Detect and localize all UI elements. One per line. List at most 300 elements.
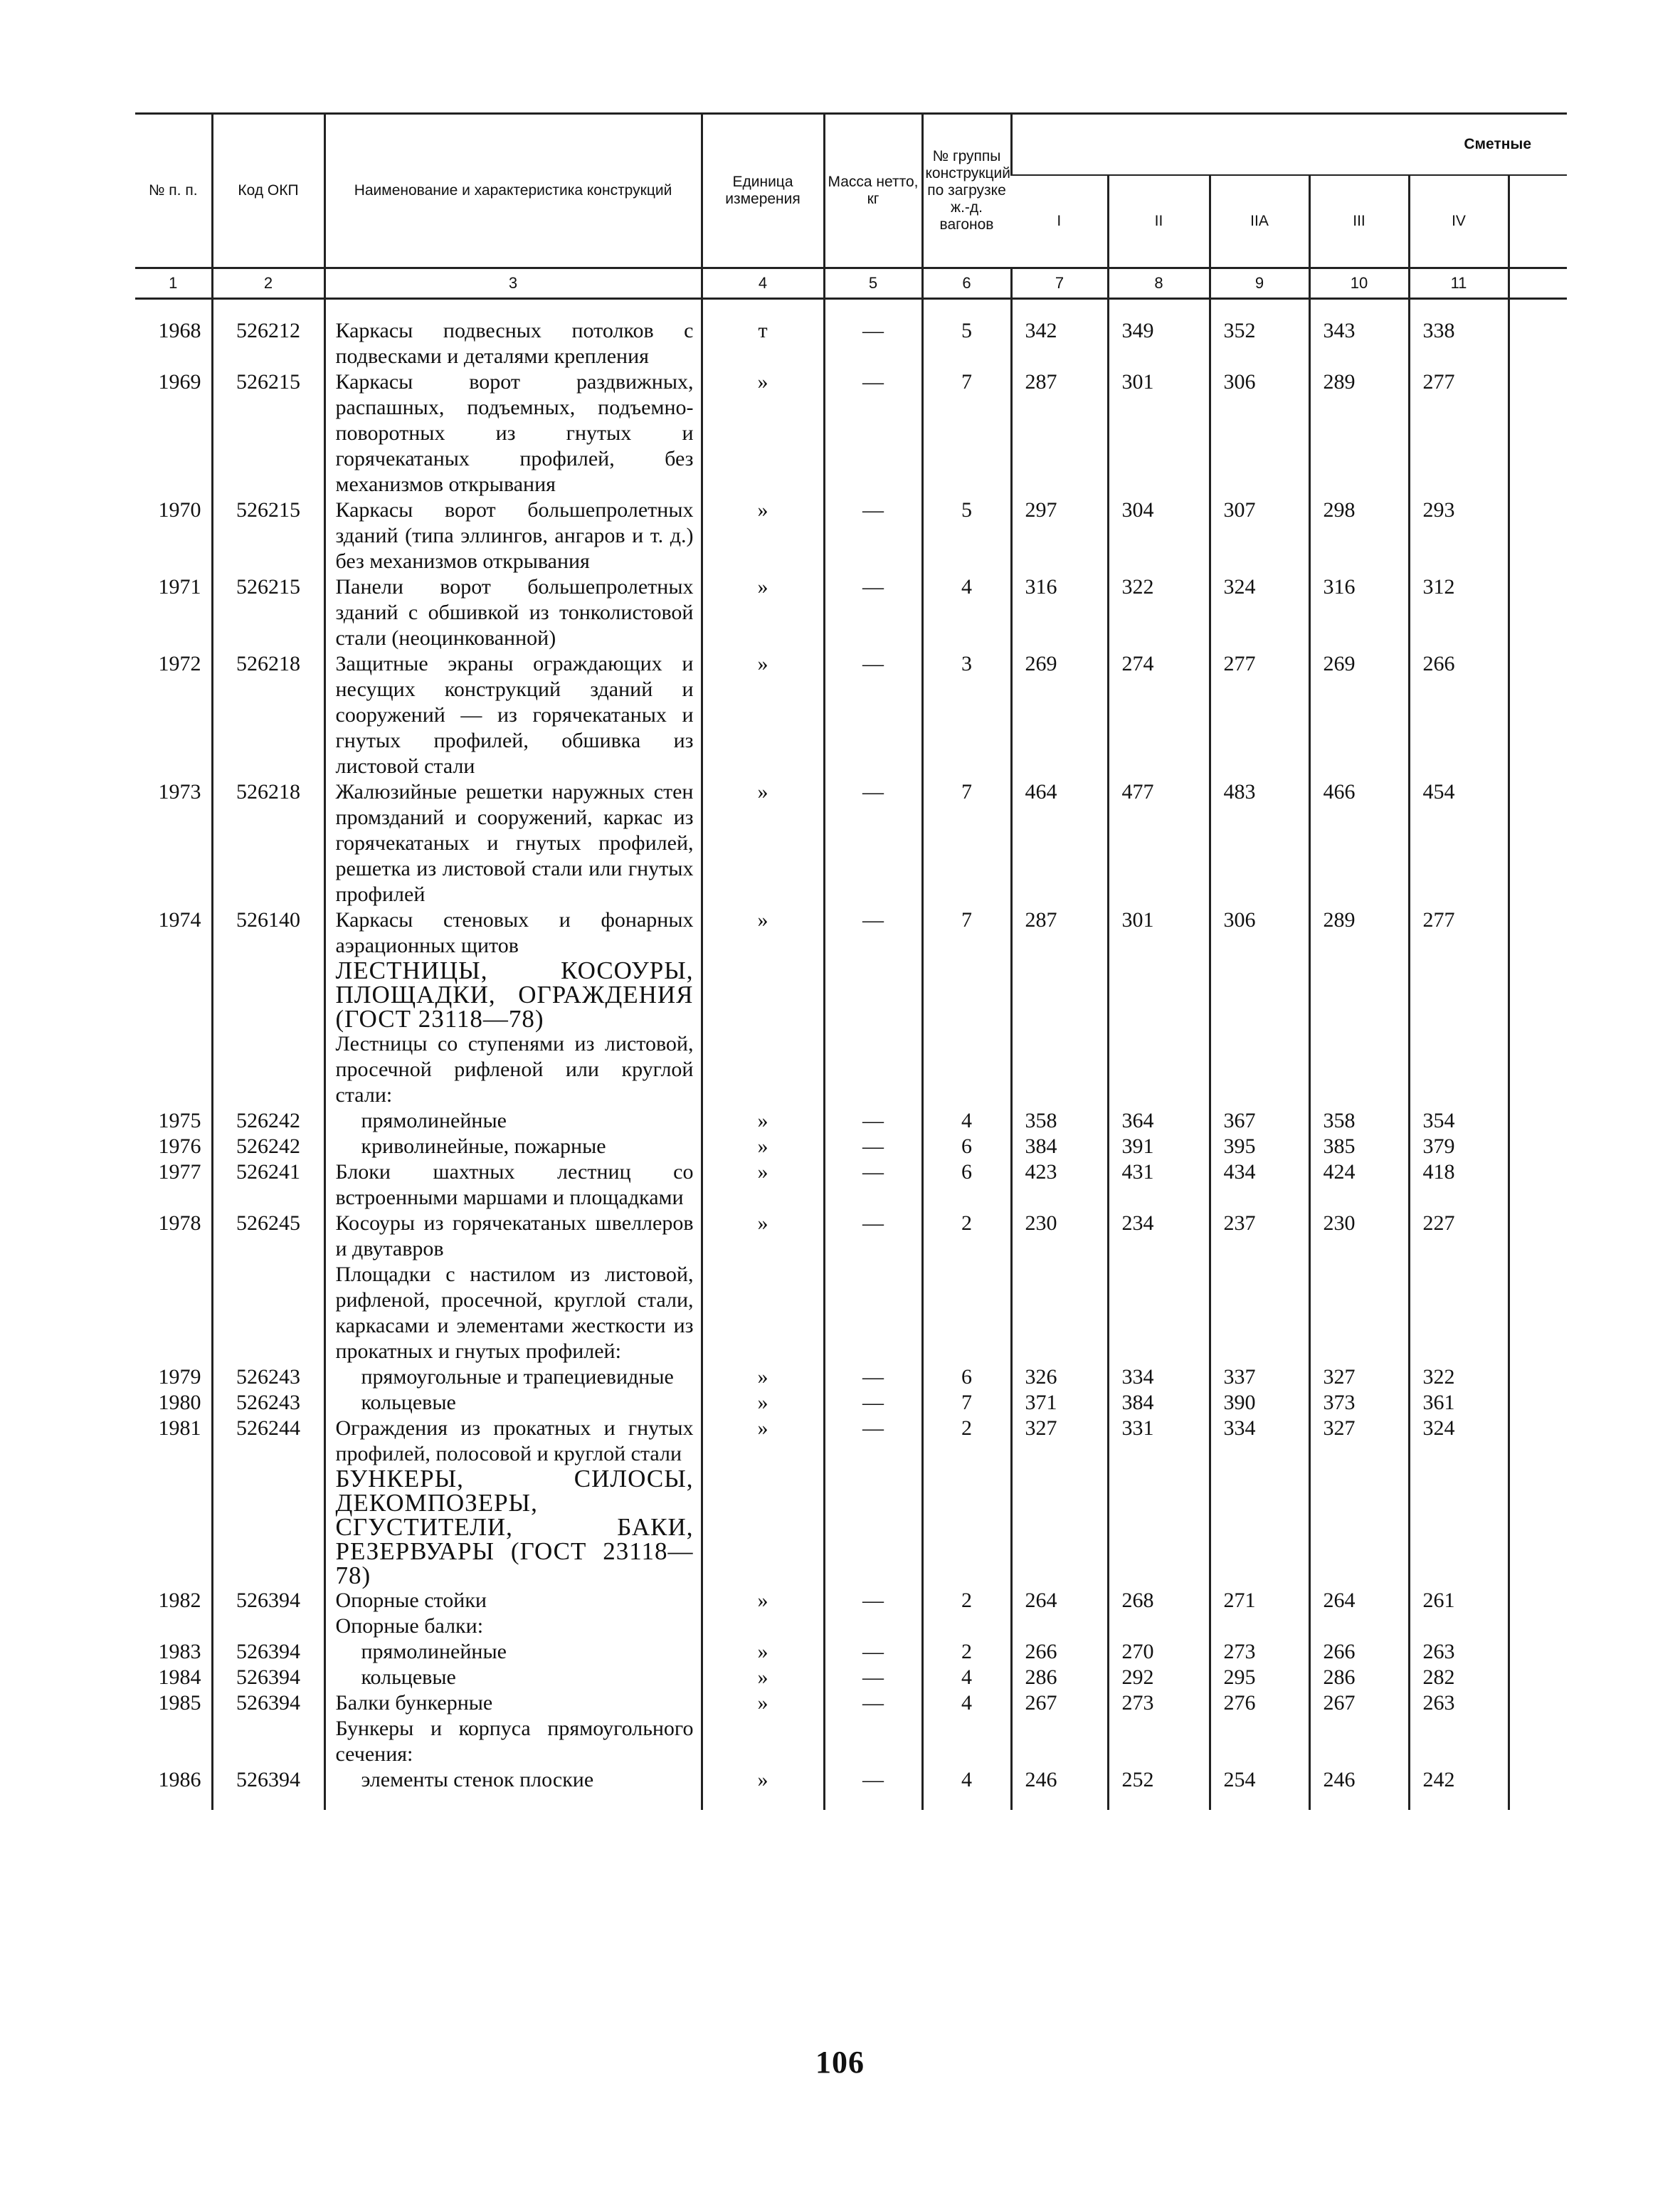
price-value: 324 bbox=[1210, 574, 1309, 651]
unit-cell bbox=[702, 1031, 824, 1108]
section-heading: ЛЕСТНИЦЫ, КОСОУРЫ, ПЛОЩАДКИ, ОГРАЖДЕНИЯ (ГОСТ 23118—78) bbox=[335, 957, 694, 1033]
empty-cell bbox=[1509, 959, 1567, 1031]
row-number: 1983 bbox=[158, 1640, 201, 1663]
okp-code: 526242 bbox=[212, 1134, 324, 1159]
bottom-cell bbox=[702, 1793, 824, 1810]
price-value bbox=[1011, 1467, 1108, 1588]
wagon-group-cell: 2 bbox=[922, 1588, 1011, 1613]
price-value bbox=[1309, 1031, 1409, 1108]
price-value: 327 bbox=[1309, 1416, 1409, 1467]
spacer-cell bbox=[1409, 299, 1509, 319]
wagon-group-cell: 6 bbox=[922, 1159, 1011, 1211]
price-value: 367 bbox=[1210, 1108, 1309, 1134]
price-value: 312 bbox=[1409, 574, 1509, 651]
empty-cell bbox=[1509, 1767, 1567, 1793]
bottom-cell bbox=[1011, 1793, 1108, 1810]
mass-cell: — bbox=[824, 1211, 922, 1262]
bottom-cell bbox=[824, 1793, 922, 1810]
unit-cell: » bbox=[702, 1108, 824, 1134]
okp-code: 526241 bbox=[212, 1159, 324, 1211]
spacer-cell bbox=[324, 299, 702, 319]
header-code: Код ОКП bbox=[212, 114, 324, 268]
okp-code: 526242 bbox=[212, 1108, 324, 1134]
row-name: Косоуры из горячекатаных швеллеров и двутавров bbox=[324, 1211, 702, 1262]
row-name bbox=[324, 1108, 702, 1134]
table-row bbox=[135, 1416, 1567, 1467]
price-value: 268 bbox=[1108, 1588, 1210, 1613]
empty-cell bbox=[1509, 1690, 1567, 1716]
price-value bbox=[1409, 1262, 1509, 1364]
table-row bbox=[135, 1364, 1567, 1390]
header-mass: Масса нетто, кг bbox=[824, 114, 922, 268]
unit-cell: » bbox=[702, 1767, 824, 1793]
price-value bbox=[1409, 1031, 1509, 1108]
price-value: 246 bbox=[1011, 1767, 1108, 1793]
empty-cell bbox=[1509, 1262, 1567, 1364]
row-number: 1981 bbox=[158, 1416, 201, 1440]
header-price-col: IIА bbox=[1210, 175, 1309, 268]
column-number: 5 bbox=[824, 268, 922, 299]
empty-cell bbox=[1509, 1108, 1567, 1134]
table-row bbox=[135, 1767, 1567, 1793]
price-value: 379 bbox=[1409, 1134, 1509, 1159]
price-value: 483 bbox=[1210, 779, 1309, 907]
mass-cell: — bbox=[824, 1390, 922, 1416]
unit-cell bbox=[702, 1467, 824, 1588]
okp-code: 526243 bbox=[212, 1364, 324, 1390]
price-value: 293 bbox=[1409, 497, 1509, 574]
price-value: 287 bbox=[1011, 907, 1108, 959]
price-table bbox=[135, 112, 1567, 1810]
empty-cell bbox=[1509, 1390, 1567, 1416]
price-value: 266 bbox=[1409, 651, 1509, 779]
unit-cell: » bbox=[702, 1639, 824, 1665]
group-note: Лестницы со ступенями из листовой, просечной рифленой или круглой стали: bbox=[324, 1031, 702, 1108]
bottom-cell bbox=[212, 1793, 324, 1810]
group-note: Опорные балки: bbox=[324, 1613, 702, 1639]
table-row bbox=[135, 1690, 1567, 1716]
bottom-cell bbox=[1108, 1793, 1210, 1810]
price-value: 423 bbox=[1011, 1159, 1108, 1211]
price-value: 282 bbox=[1409, 1665, 1509, 1690]
empty-cell bbox=[1509, 1665, 1567, 1690]
okp-code: 526218 bbox=[212, 779, 324, 907]
header-price-col: III bbox=[1309, 175, 1409, 268]
table-row bbox=[135, 779, 1567, 907]
bottom-cell bbox=[1210, 1793, 1309, 1810]
header-price-group: Сметные bbox=[1011, 114, 1567, 176]
price-value: 295 bbox=[1210, 1665, 1309, 1690]
price-value: 264 bbox=[1309, 1588, 1409, 1613]
price-value: 246 bbox=[1309, 1767, 1409, 1793]
price-value: 343 bbox=[1309, 318, 1409, 369]
row-name: Каркасы стеновых и фонарных аэрационных щитов bbox=[324, 907, 702, 959]
table-bottom bbox=[135, 1793, 1567, 1810]
bottom-cell bbox=[135, 1793, 212, 1810]
sub-item-name: прямолинейные bbox=[361, 1640, 507, 1663]
price-value bbox=[1409, 959, 1509, 1031]
unit-cell: » bbox=[702, 1690, 824, 1716]
table-body bbox=[135, 318, 1567, 1810]
price-value: 354 bbox=[1409, 1108, 1509, 1134]
mass-cell: — bbox=[824, 1108, 922, 1134]
wagon-group-cell bbox=[922, 1262, 1011, 1364]
price-value: 267 bbox=[1011, 1690, 1108, 1716]
price-value bbox=[1108, 1262, 1210, 1364]
spacer-cell bbox=[1210, 299, 1309, 319]
price-value bbox=[1210, 1031, 1309, 1108]
mass-cell: — bbox=[824, 779, 922, 907]
empty-cell bbox=[1509, 574, 1567, 651]
table-row bbox=[135, 574, 1567, 651]
price-value: 306 bbox=[1210, 907, 1309, 959]
table-row bbox=[135, 1467, 1567, 1588]
price-value: 334 bbox=[1108, 1364, 1210, 1390]
mass-cell: — bbox=[824, 1767, 922, 1793]
price-value: 273 bbox=[1210, 1639, 1309, 1665]
unit-cell bbox=[702, 959, 824, 1031]
price-value: 331 bbox=[1108, 1416, 1210, 1467]
row-name: Панели ворот большепролетных зданий с обшивкой из тонколистовой стали (неоцинкованной) bbox=[324, 574, 702, 651]
header-price-col: IV bbox=[1409, 175, 1509, 268]
price-value: 324 bbox=[1409, 1416, 1509, 1467]
okp-code bbox=[212, 959, 324, 1031]
mass-cell: — bbox=[824, 1159, 922, 1211]
wagon-group-cell: 7 bbox=[922, 1390, 1011, 1416]
price-value: 434 bbox=[1210, 1159, 1309, 1211]
row-number: 1970 bbox=[158, 498, 201, 522]
column-number: 1 bbox=[135, 268, 212, 299]
mass-cell bbox=[824, 1716, 922, 1767]
row-name: Каркасы ворот большепролетных зданий (типа эллингов, ангаров и т. д.) без механизмов открывания bbox=[324, 497, 702, 574]
unit-cell: » bbox=[702, 1390, 824, 1416]
empty-cell bbox=[1509, 1211, 1567, 1262]
price-value: 297 bbox=[1011, 497, 1108, 574]
row-name bbox=[324, 1767, 702, 1793]
page-number: 106 bbox=[815, 2045, 865, 2080]
table-row bbox=[135, 1262, 1567, 1364]
price-value: 277 bbox=[1210, 651, 1309, 779]
mass-cell: — bbox=[824, 1665, 922, 1690]
row-number bbox=[135, 1467, 212, 1588]
table-row bbox=[135, 907, 1567, 959]
mass-cell: — bbox=[824, 574, 922, 651]
column-number: 3 bbox=[324, 268, 702, 299]
price-value bbox=[1210, 1467, 1309, 1588]
okp-code: 526394 bbox=[212, 1690, 324, 1716]
unit-cell: » bbox=[702, 907, 824, 959]
row-number: 1976 bbox=[158, 1134, 201, 1158]
empty-cell bbox=[1509, 1416, 1567, 1467]
price-value: 358 bbox=[1011, 1108, 1108, 1134]
row-number: 1973 bbox=[158, 780, 201, 804]
bottom-cell bbox=[1309, 1793, 1409, 1810]
wagon-group-cell: 2 bbox=[922, 1639, 1011, 1665]
sub-item-name: прямолинейные bbox=[361, 1109, 507, 1132]
price-value: 349 bbox=[1108, 318, 1210, 369]
wagon-group-cell: 7 bbox=[922, 779, 1011, 907]
wagon-group-cell bbox=[922, 1613, 1011, 1639]
okp-code bbox=[212, 1262, 324, 1364]
mass-cell: — bbox=[824, 369, 922, 497]
wagon-group-cell: 7 bbox=[922, 907, 1011, 959]
price-value: 364 bbox=[1108, 1108, 1210, 1134]
mass-cell: — bbox=[824, 1690, 922, 1716]
mass-cell bbox=[824, 1467, 922, 1588]
bottom-cell bbox=[1409, 1793, 1509, 1810]
okp-code: 526394 bbox=[212, 1767, 324, 1793]
mass-cell bbox=[824, 1031, 922, 1108]
row-number bbox=[135, 1613, 212, 1639]
row-number bbox=[135, 1262, 212, 1364]
spacer-cell bbox=[212, 299, 324, 319]
mass-cell: — bbox=[824, 497, 922, 574]
spacer-cell bbox=[702, 299, 824, 319]
empty-cell bbox=[1509, 1364, 1567, 1390]
bottom-cell bbox=[1509, 1793, 1567, 1810]
row-name bbox=[324, 1390, 702, 1416]
unit-cell bbox=[702, 1262, 824, 1364]
mass-cell: — bbox=[824, 651, 922, 779]
mass-cell: — bbox=[824, 1364, 922, 1390]
price-value: 384 bbox=[1108, 1390, 1210, 1416]
price-value: 384 bbox=[1011, 1134, 1108, 1159]
price-value: 277 bbox=[1409, 907, 1509, 959]
row-number: 1980 bbox=[158, 1391, 201, 1414]
price-value: 431 bbox=[1108, 1159, 1210, 1211]
sub-item-name: элементы стенок плоские bbox=[361, 1768, 594, 1791]
unit-cell: » bbox=[702, 779, 824, 907]
column-number: 10 bbox=[1309, 268, 1409, 299]
spacer-cell bbox=[1108, 299, 1210, 319]
wagon-group-cell: 6 bbox=[922, 1364, 1011, 1390]
unit-cell bbox=[702, 1716, 824, 1767]
row-number: 1982 bbox=[158, 1589, 201, 1612]
wagon-group-cell: 7 bbox=[922, 369, 1011, 497]
table-row bbox=[135, 959, 1567, 1031]
okp-code: 526215 bbox=[212, 574, 324, 651]
row-name bbox=[324, 1364, 702, 1390]
sub-item-name: криволинейные, пожарные bbox=[361, 1134, 606, 1158]
price-value bbox=[1409, 1613, 1509, 1639]
unit-cell: » bbox=[702, 1416, 824, 1467]
unit-cell: » bbox=[702, 1588, 824, 1613]
column-number: 9 bbox=[1210, 268, 1309, 299]
header-group: № группы конструкций по загрузке ж.-д. вагонов bbox=[922, 114, 1011, 268]
bottom-cell bbox=[324, 1793, 702, 1810]
empty-cell bbox=[1509, 1159, 1567, 1211]
wagon-group-cell: 5 bbox=[922, 497, 1011, 574]
price-value bbox=[1108, 1716, 1210, 1767]
price-value: 274 bbox=[1108, 651, 1210, 779]
table-row bbox=[135, 497, 1567, 574]
price-value: 304 bbox=[1108, 497, 1210, 574]
price-value bbox=[1309, 1716, 1409, 1767]
header-unit: Единица измерения bbox=[702, 114, 824, 268]
sub-item-name: кольцевые bbox=[361, 1391, 456, 1414]
price-value: 289 bbox=[1309, 369, 1409, 497]
price-value bbox=[1011, 1716, 1108, 1767]
header-price-col: II bbox=[1108, 175, 1210, 268]
price-value bbox=[1409, 1467, 1509, 1588]
row-number: 1978 bbox=[158, 1211, 201, 1235]
price-value bbox=[1108, 959, 1210, 1031]
price-value: 266 bbox=[1309, 1639, 1409, 1665]
price-value bbox=[1309, 1467, 1409, 1588]
wagon-group-cell: 3 bbox=[922, 651, 1011, 779]
price-value: 327 bbox=[1011, 1416, 1108, 1467]
empty-cell bbox=[1509, 497, 1567, 574]
table-header bbox=[135, 114, 1567, 319]
price-value: 267 bbox=[1309, 1690, 1409, 1716]
price-value: 234 bbox=[1108, 1211, 1210, 1262]
price-value: 338 bbox=[1409, 318, 1509, 369]
unit-cell: » bbox=[702, 497, 824, 574]
price-value: 286 bbox=[1011, 1665, 1108, 1690]
row-number: 1974 bbox=[158, 908, 201, 932]
spacer-cell bbox=[1509, 299, 1567, 319]
column-number bbox=[1509, 268, 1567, 299]
price-value: 337 bbox=[1210, 1364, 1309, 1390]
spacer-cell bbox=[922, 299, 1011, 319]
wagon-group-cell: 4 bbox=[922, 1108, 1011, 1134]
unit-cell: » bbox=[702, 1159, 824, 1211]
price-value: 352 bbox=[1210, 318, 1309, 369]
price-value: 358 bbox=[1309, 1108, 1409, 1134]
row-number bbox=[135, 959, 212, 1031]
wagon-group-cell bbox=[922, 959, 1011, 1031]
empty-cell bbox=[1509, 1639, 1567, 1665]
table-row bbox=[135, 1134, 1567, 1159]
price-value: 361 bbox=[1409, 1390, 1509, 1416]
okp-code: 526243 bbox=[212, 1390, 324, 1416]
okp-code bbox=[212, 1467, 324, 1588]
wagon-group-cell: 5 bbox=[922, 318, 1011, 369]
price-value: 242 bbox=[1409, 1767, 1509, 1793]
price-value: 466 bbox=[1309, 779, 1409, 907]
unit-cell: » bbox=[702, 574, 824, 651]
table-row bbox=[135, 369, 1567, 497]
section-heading: БУНКЕРЫ, СИЛОСЫ, ДЕКОМПОЗЕРЫ, СГУСТИТЕЛИ, БАКИ, РЕЗЕРВУАРЫ (ГОСТ 23118—78) bbox=[335, 1465, 694, 1589]
price-value: 252 bbox=[1108, 1767, 1210, 1793]
price-value: 277 bbox=[1409, 369, 1509, 497]
price-value: 269 bbox=[1011, 651, 1108, 779]
column-number: 7 bbox=[1011, 268, 1108, 299]
row-number: 1984 bbox=[158, 1665, 201, 1689]
row-number: 1977 bbox=[158, 1160, 201, 1184]
okp-code: 526140 bbox=[212, 907, 324, 959]
price-value bbox=[1108, 1467, 1210, 1588]
okp-code: 526394 bbox=[212, 1588, 324, 1613]
price-value: 286 bbox=[1309, 1665, 1409, 1690]
price-value bbox=[1108, 1031, 1210, 1108]
row-number: 1972 bbox=[158, 652, 201, 675]
header-num: № п. п. bbox=[135, 114, 212, 268]
price-value: 271 bbox=[1210, 1588, 1309, 1613]
price-value bbox=[1309, 1262, 1409, 1364]
price-value bbox=[1309, 959, 1409, 1031]
price-value: 342 bbox=[1011, 318, 1108, 369]
empty-cell bbox=[1509, 907, 1567, 959]
bottom-cell bbox=[922, 1793, 1011, 1810]
table-row bbox=[135, 1031, 1567, 1108]
price-value: 322 bbox=[1409, 1364, 1509, 1390]
wagon-group-cell: 2 bbox=[922, 1416, 1011, 1467]
price-value: 395 bbox=[1210, 1134, 1309, 1159]
row-name: Защитные экраны ограждающих и несущих конструкций зданий и сооружений — из горячекатаных и гнутых профилей, обшивка из листовой стали bbox=[324, 651, 702, 779]
okp-code: 526218 bbox=[212, 651, 324, 779]
empty-cell bbox=[1509, 1031, 1567, 1108]
header-name: Наименование и характеристика конструкций bbox=[324, 114, 702, 268]
table-row bbox=[135, 1639, 1567, 1665]
table-row bbox=[135, 1159, 1567, 1211]
wagon-group-cell: 4 bbox=[922, 1665, 1011, 1690]
mass-cell: — bbox=[824, 1588, 922, 1613]
row-name: Опорные стойки bbox=[324, 1588, 702, 1613]
wagon-group-cell bbox=[922, 1031, 1011, 1108]
unit-cell: » bbox=[702, 651, 824, 779]
price-value bbox=[1011, 1262, 1108, 1364]
row-number: 1985 bbox=[158, 1691, 201, 1715]
okp-code bbox=[212, 1031, 324, 1108]
price-value bbox=[1210, 959, 1309, 1031]
column-number: 6 bbox=[922, 268, 1011, 299]
price-value: 334 bbox=[1210, 1416, 1309, 1467]
mass-cell bbox=[824, 959, 922, 1031]
row-name: Жалюзийные решетки наружных стен промзданий и сооружений, каркас из горячекатаных и гнутых профилей, решетка из листовой стали или гнутых профилей bbox=[324, 779, 702, 907]
row-name: Каркасы ворот раздвижных, распашных, подъемных, подъемно-поворотных из гнутых и горячекатаных профилей, без механизмов открывания bbox=[324, 369, 702, 497]
price-value: 298 bbox=[1309, 497, 1409, 574]
price-value: 269 bbox=[1309, 651, 1409, 779]
empty-cell bbox=[1509, 1134, 1567, 1159]
table-row bbox=[135, 318, 1567, 369]
row-number: 1986 bbox=[158, 1768, 201, 1791]
table-row bbox=[135, 651, 1567, 779]
row-name: Балки бункерные bbox=[324, 1690, 702, 1716]
price-value: 289 bbox=[1309, 907, 1409, 959]
price-value: 418 bbox=[1409, 1159, 1509, 1211]
price-value: 227 bbox=[1409, 1211, 1509, 1262]
okp-code: 526215 bbox=[212, 369, 324, 497]
okp-code: 526215 bbox=[212, 497, 324, 574]
price-value: 390 bbox=[1210, 1390, 1309, 1416]
price-value bbox=[1011, 1613, 1108, 1639]
row-name bbox=[324, 1134, 702, 1159]
unit-cell: » bbox=[702, 1364, 824, 1390]
wagon-group-cell: 4 bbox=[922, 574, 1011, 651]
empty-cell bbox=[1509, 318, 1567, 369]
price-value: 263 bbox=[1409, 1690, 1509, 1716]
price-value: 306 bbox=[1210, 369, 1309, 497]
table-row bbox=[135, 1665, 1567, 1690]
empty-cell bbox=[1509, 1613, 1567, 1639]
group-note: Площадки с настилом из листовой, рифленой, просечной, круглой стали, каркасами и элементами жесткости из прокатных и гнутых профилей: bbox=[324, 1262, 702, 1364]
price-value bbox=[1011, 1031, 1108, 1108]
price-value: 316 bbox=[1309, 574, 1409, 651]
mass-cell: — bbox=[824, 907, 922, 959]
price-value bbox=[1210, 1613, 1309, 1639]
price-value bbox=[1210, 1262, 1309, 1364]
empty-cell bbox=[1509, 1467, 1567, 1588]
wagon-group-cell: 2 bbox=[922, 1211, 1011, 1262]
row-name bbox=[324, 1665, 702, 1690]
okp-code bbox=[212, 1613, 324, 1639]
price-value: 373 bbox=[1309, 1390, 1409, 1416]
group-note: Бункеры и корпуса прямоугольного сечения: bbox=[324, 1716, 702, 1767]
column-number: 2 bbox=[212, 268, 324, 299]
spacer-cell bbox=[824, 299, 922, 319]
price-value: 307 bbox=[1210, 497, 1309, 574]
